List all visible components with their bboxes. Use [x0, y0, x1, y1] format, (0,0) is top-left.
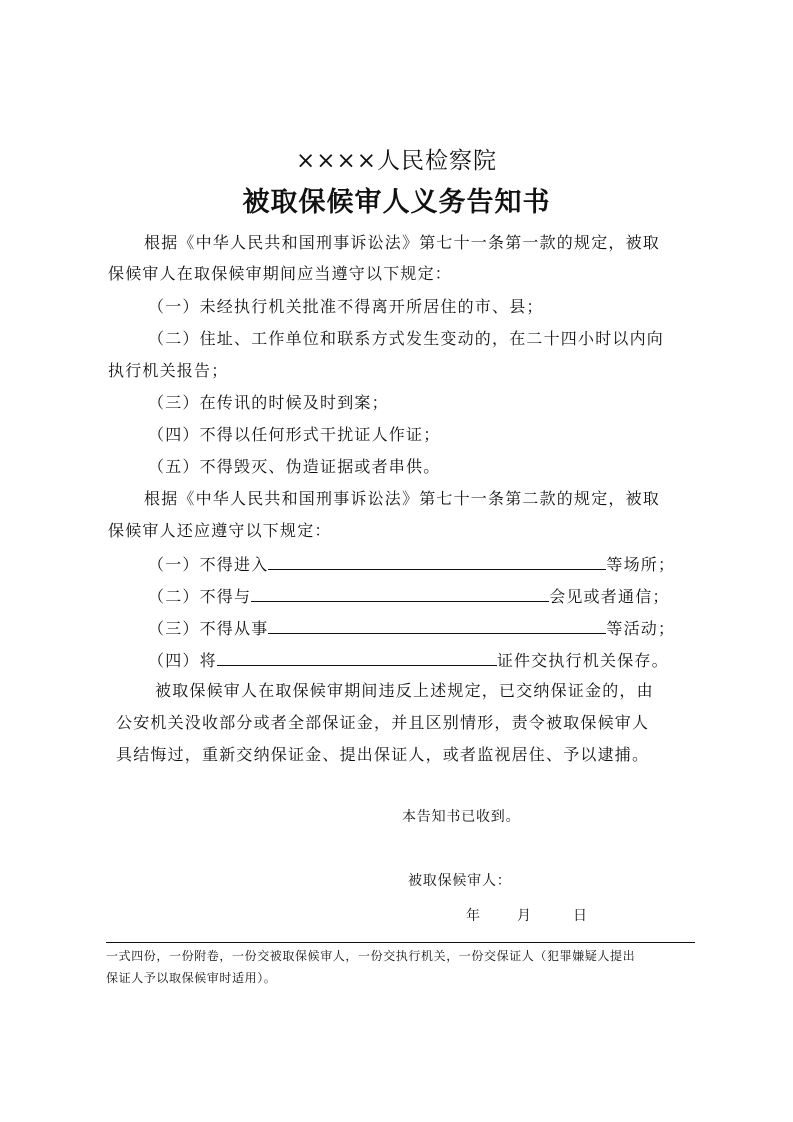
date-day-label: 日: [573, 908, 589, 924]
rule-item-4: （四）不得以任何形式干扰证人作证；: [148, 425, 441, 444]
extra-rule-1: [148, 553, 675, 575]
date-month-label: 月: [517, 908, 533, 924]
rule-item-3: （三）在传讯的时候及时到案；: [148, 393, 389, 412]
organization-name: ××××人民检察院: [295, 148, 498, 174]
acknowledgement-text: 本告知书已收到。: [402, 809, 521, 825]
document-title: 被取保候审人义务告知书: [242, 187, 551, 218]
paragraph-1-line-2: 保候审人在取保候审期间应当遵守以下规定：: [108, 264, 453, 283]
documents-blank-field[interactable]: [217, 649, 497, 666]
paragraph-3-line-1: 被取保候审人在取保候审期间违反上述规定，已交纳保证金的，由: [155, 681, 654, 700]
date-year-label: 年: [466, 908, 482, 924]
footnote-line-1: 一式四份，一份附卷，一份交被取保候审人，一份交执行机关，一份交保证人（犯罪嫌疑人提出: [106, 949, 636, 963]
extra-rule-3-prefix: （三）不得从事: [148, 619, 269, 638]
signer-label: 被取保候审人：: [408, 873, 512, 889]
paragraph-2-line-2: 保候审人还应遵守以下规定：: [108, 521, 332, 540]
extra-rule-2: [148, 585, 670, 607]
extra-rule-2-prefix: （二）不得与: [148, 587, 252, 606]
persons-blank-field[interactable]: [251, 585, 549, 602]
rule-item-5: （五）不得毁灭、伪造证据或者串供。: [148, 457, 441, 476]
extra-rule-4: [148, 649, 669, 671]
rule-item-2-line-1: （二）住址、工作单位和联系方式发生变动的，在二十四小时以内向: [148, 329, 665, 348]
rule-item-1: （一）未经执行机关批准不得离开所居住的市、县；: [148, 297, 544, 316]
extra-rule-3: [148, 617, 675, 639]
activities-blank-field[interactable]: [268, 617, 606, 634]
paragraph-1-line-1: 根据《中华人民共和国刑事诉讼法》第七十一条第一款的规定，被取: [144, 233, 661, 252]
extra-rule-2-suffix: 会见或者通信；: [549, 587, 670, 606]
paragraph-3-line-2: 公安机关没收部分或者全部保证金，并且区别情形，责令被取保候审人: [116, 713, 650, 732]
extra-rule-4-suffix: 证件交执行机关保存。: [496, 651, 669, 670]
extra-rule-1-suffix: 等场所；: [606, 555, 676, 574]
paragraph-3-line-3: 具结悔过，重新交纳保证金、提出保证人，或者监视居住、予以逮捕。: [116, 745, 650, 764]
places-blank-field[interactable]: [268, 553, 606, 570]
footnote-line-2: 保证人予以取保候审时适用）。: [106, 971, 277, 985]
footnote-divider: [106, 942, 695, 943]
extra-rule-1-prefix: （一）不得进入: [148, 555, 269, 574]
rule-item-2-line-2: 执行机关报告；: [108, 361, 229, 380]
paragraph-2-line-1: 根据《中华人民共和国刑事诉讼法》第七十一条第二款的规定，被取: [144, 489, 661, 508]
extra-rule-4-prefix: （四）将: [148, 651, 217, 670]
extra-rule-3-suffix: 等活动；: [606, 619, 676, 638]
